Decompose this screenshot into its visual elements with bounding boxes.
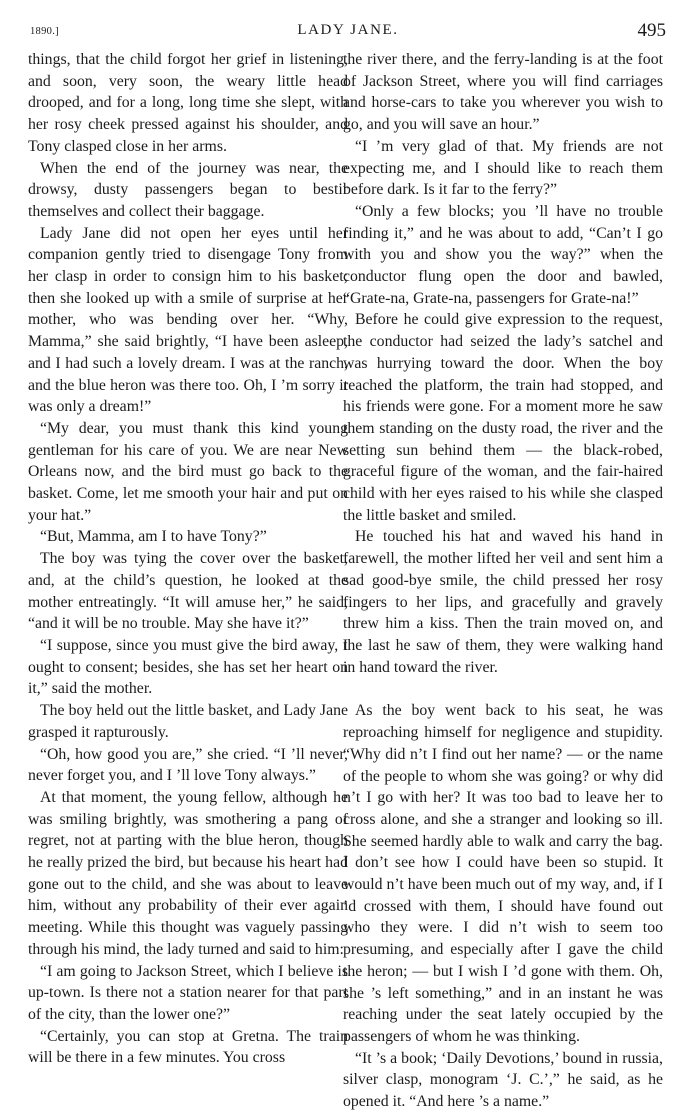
paragraph: things, that the child forgot her grief in listening, and soon, very soon, the weary little head drooped, and for a long, long time she slept, with her rosy cheek pressed against his shoulder, and Tony clasped close in her arms. (28, 51, 348, 155)
left-text-column (28, 49, 348, 1069)
paragraph: The boy held out the little basket, and Lady Jane grasped it rapturously. (28, 702, 348, 741)
paragraph: He touched his hat and waved his hand in farewell, the mother lifted her veil and sent him a sad good-bye smile, the child pressed her rosy fingers to her lips, and gracefully and gravely threw him a kiss. Then the train moved on, and the last he saw of them, they were walking hand in hand toward the river. (343, 528, 663, 676)
paragraph: Lady Jane did not open her eyes until her companion gently tried to disengage Tony from her clasp in order to consign him to his basket; then she looked up with a smile of surprise at her mother, who was bending over her. “Why, Mamma,” she said brightly, “I have been asleep, and I had such a lovely dream. I was at the ranch, and the blue heron was there too. Oh, I ’m sorry it was only a dream!” (28, 224, 348, 416)
paragraph: the river there, and the ferry-landing is at the foot of Jackson Street, where you will find carriages and horse-cars to take you wherever you wish to go, and you will save an hour.” (343, 51, 663, 134)
running-header (16, 20, 680, 42)
paragraph: When the end of the journey was near, the drowsy, dusty passengers began to bestir themselves and collect their baggage. (28, 159, 348, 220)
paragraph: At that moment, the young fellow, although he was smiling brightly, was smothering a pang of regret, not at parting with the blue heron, though he really prized the bird, but because his heart had gone out to the child, and she was about to leave him, without any probability of their ever again meeting. While this thought was vaguely passing through his mind, the lady turned and said to him: (28, 788, 348, 958)
paragraph: “Certainly, you can stop at Gretna. The train will be there in a few minutes. You cross (28, 1027, 348, 1067)
header-title: LADY JANE. (297, 22, 399, 38)
page-number: 495 (637, 20, 666, 41)
right-text-column (343, 49, 663, 1113)
paragraph: “I suppose, since you must give the bird away, I ought to consent; besides, she has set her heart on it,” said the mother. (28, 636, 348, 698)
paragraph: As the boy went back to his seat, he was reproaching himself for negligence and stupidity. “Why did n’t I find out her name? — or the name of the people to whom she was going? or why did n’t I go with her? It was too bad to leave her to cross alone, and she a stranger and looking so ill. She seemed hardly able to walk and carry the bag. I don’t see how I could have been so stupid. It would n’t have been much out of my way, and, if I ’d crossed with them, I should have found out who they were. I did n’t wish to seem too presuming, and especially after I gave the child the heron; — but I wish I ’d gone with them. Oh, she ’s left something,” and in an instant he was reaching under the seat lately occupied by the passengers of whom he was thinking. (343, 702, 663, 1045)
paragraph: “I ’m very glad of that. My friends are not expecting me, and I should like to reach them before dark. Is it far to the ferry?” (343, 137, 663, 199)
header-year: 1890.] (30, 26, 59, 37)
paragraph: “It ’s a book; ‘Daily Devotions,’ bound in russia, silver clasp, monogram ‘J. C.’,” he said, as he opened it. “And here ’s a name.” (343, 1049, 663, 1111)
paragraph: “My dear, you must thank this kind young gentleman for his care of you. We are near New Orleans now, and the bird must go back to the basket. Come, let me smooth your hair and put on your hat.” (28, 419, 348, 524)
paragraph: “I am going to Jackson Street, which I believe is up-town. Is there not a station nearer for that part of the city, than the lower one?” (28, 962, 348, 1023)
paragraph: “Only a few blocks; you ’ll have no trouble finding it,” and he was about to add, “Can’t I go with you and show you the way?” when the conductor flung open the door and bawled, “Grate-na, Grate-na, passengers for Grate-na!” (343, 202, 663, 307)
paragraph: Before he could give expression to the request, the conductor had seized the lady’s satchel and was hurrying toward the door. When the boy reached the platform, the train had stopped, and his friends were gone. For a moment more he saw them standing on the dusty road, the river and the setting sun behind them — the black-robed, graceful figure of the woman, and the fair-haired child with her eyes raised to his while she clasped the little basket and smiled. (343, 311, 663, 524)
paragraph: The boy was tying the cover over the basket, and, at the child’s question, he looked at the mother entreatingly. “It will amuse her,” he said, “and it will be no trouble. May she have it?” (28, 550, 348, 633)
paragraph: “Oh, how good you are,” she cried. “I ’ll never, never forget you, and I ’ll love Tony always.” (28, 745, 348, 785)
paragraph: “But, Mamma, am I to have Tony?” (40, 528, 267, 546)
